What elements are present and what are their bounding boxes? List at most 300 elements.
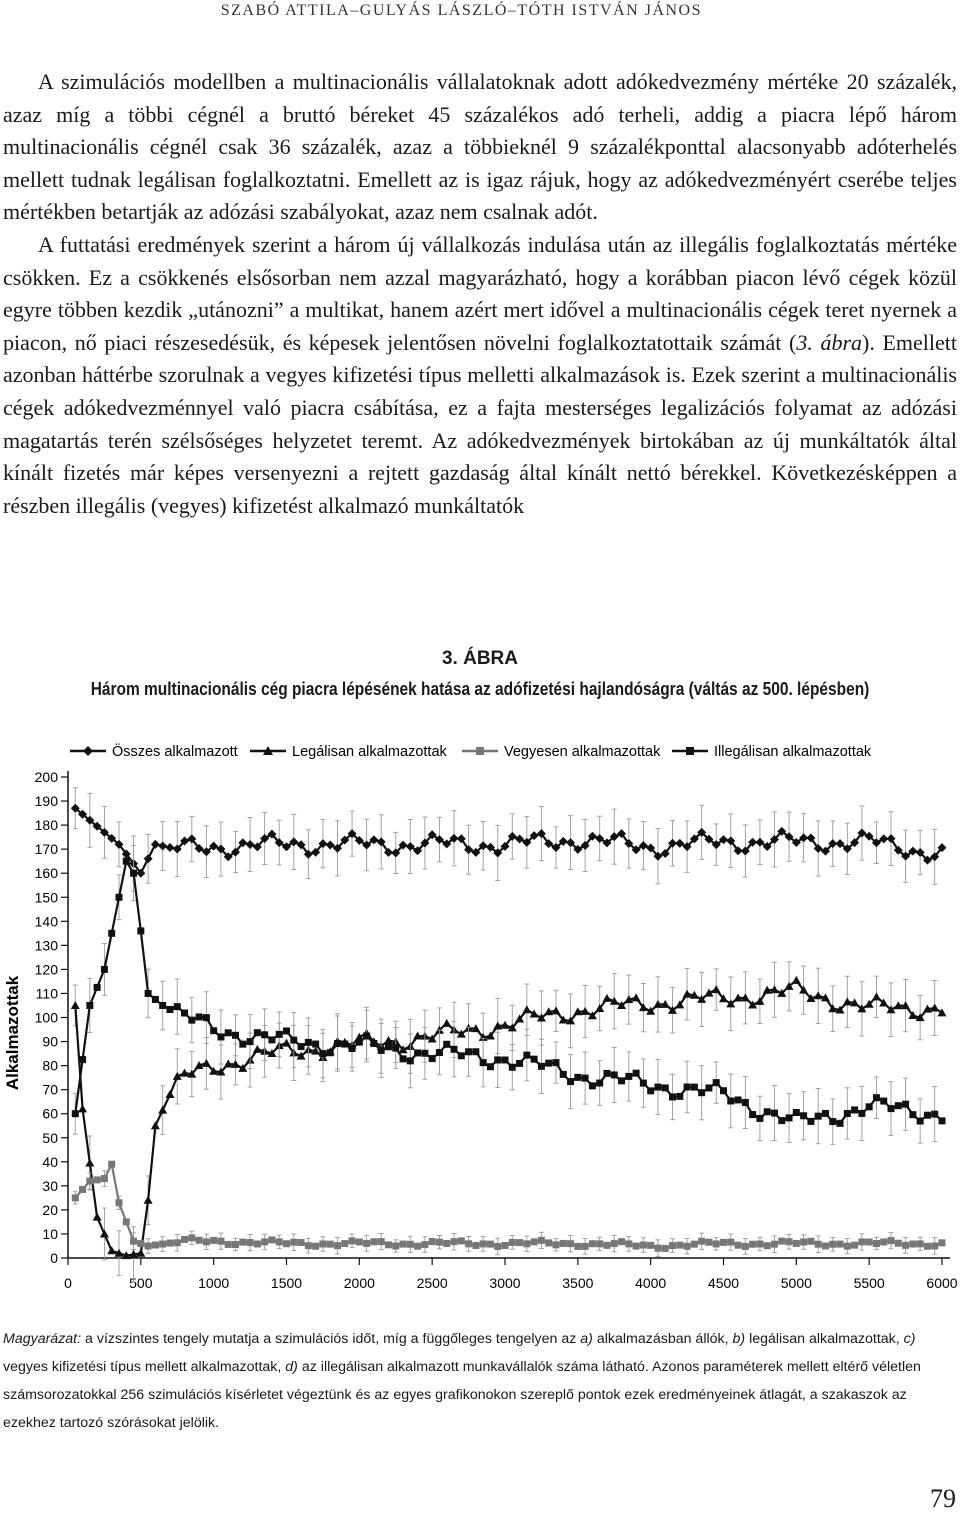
data-point xyxy=(327,1049,334,1056)
data-point xyxy=(137,927,144,934)
data-point xyxy=(560,1071,567,1078)
data-point xyxy=(939,1117,946,1124)
data-point xyxy=(261,1238,268,1245)
x-tick-label: 500 xyxy=(129,1275,153,1291)
x-tick-label: 4000 xyxy=(635,1275,667,1291)
data-point xyxy=(378,1238,385,1245)
data-point xyxy=(545,1239,552,1246)
data-point xyxy=(407,1241,414,1248)
x-tick-label: 0 xyxy=(64,1275,72,1291)
data-point xyxy=(78,1104,87,1112)
caption-text-4: vegyes kifizetési típus mellett alkalmazottak, xyxy=(3,1359,286,1375)
data-point xyxy=(509,1064,516,1071)
data-point xyxy=(800,1112,807,1119)
data-point xyxy=(552,1059,559,1066)
data-point xyxy=(698,1089,705,1096)
data-point xyxy=(181,1009,188,1016)
data-point xyxy=(793,1240,800,1247)
y-tick-label: 130 xyxy=(34,937,58,954)
data-point xyxy=(611,1240,618,1247)
data-point xyxy=(356,1039,363,1046)
data-point xyxy=(72,1110,79,1117)
data-point xyxy=(239,1041,246,1048)
data-point xyxy=(144,854,153,863)
data-point xyxy=(755,838,764,847)
data-point xyxy=(188,1017,195,1024)
data-point xyxy=(472,1048,479,1055)
data-point xyxy=(844,1243,851,1250)
data-point xyxy=(85,1159,94,1167)
data-point xyxy=(123,1218,130,1225)
data-point xyxy=(115,894,122,901)
x-tick-label: 1000 xyxy=(198,1275,230,1291)
data-point xyxy=(829,1118,836,1125)
data-point xyxy=(158,1106,167,1114)
data-point xyxy=(268,1236,275,1243)
data-point xyxy=(502,1057,509,1064)
figure-number: 3. ÁBRA xyxy=(441,648,518,669)
data-point xyxy=(822,1242,829,1249)
x-tick-label: 4500 xyxy=(707,1275,740,1291)
data-point xyxy=(625,1240,632,1247)
data-point xyxy=(225,1241,232,1248)
caption-marker-a: a) xyxy=(580,1331,593,1347)
data-point xyxy=(771,1241,778,1248)
y-tick-label: 100 xyxy=(34,1009,58,1026)
body-text xyxy=(3,66,957,522)
data-point xyxy=(792,976,801,984)
data-point xyxy=(639,841,648,850)
caption-marker-d: d) xyxy=(285,1359,298,1375)
data-point xyxy=(873,1094,880,1101)
data-point xyxy=(137,1240,144,1247)
data-point xyxy=(786,1238,793,1245)
data-point xyxy=(815,1241,822,1248)
data-point xyxy=(86,1178,93,1185)
data-point xyxy=(589,1082,596,1089)
data-point xyxy=(108,1161,115,1168)
data-point xyxy=(888,1105,895,1112)
data-point xyxy=(458,1237,465,1244)
data-point xyxy=(465,1048,472,1055)
data-point xyxy=(858,1110,865,1117)
data-point xyxy=(210,1237,217,1244)
data-point xyxy=(684,1083,691,1090)
data-point xyxy=(582,1243,589,1250)
data-point xyxy=(100,1229,109,1237)
data-point xyxy=(523,1052,530,1059)
data-point xyxy=(442,1019,451,1027)
data-point xyxy=(298,1239,305,1246)
data-point xyxy=(392,1045,399,1052)
data-point xyxy=(247,1038,254,1045)
y-tick-label: 20 xyxy=(42,1201,58,1218)
data-point xyxy=(151,840,160,849)
data-point xyxy=(596,1080,603,1087)
data-point xyxy=(873,1240,880,1247)
caption-marker-c: c) xyxy=(903,1331,916,1347)
data-point xyxy=(407,1057,414,1064)
data-point xyxy=(152,1242,159,1249)
caption-text-3: legálisan alkalmazottak, xyxy=(745,1331,904,1347)
data-point xyxy=(633,1070,640,1077)
data-point xyxy=(552,1241,559,1248)
data-point xyxy=(924,1243,931,1250)
series-line xyxy=(75,861,942,1123)
data-point xyxy=(406,842,415,851)
data-point xyxy=(290,1037,297,1044)
data-point xyxy=(429,1238,436,1245)
data-point xyxy=(290,1239,297,1246)
data-point xyxy=(400,1241,407,1248)
data-point xyxy=(151,1121,160,1129)
data-point xyxy=(778,1117,785,1124)
data-point xyxy=(538,1063,545,1070)
series-line xyxy=(75,1164,942,1248)
data-point xyxy=(531,1238,538,1245)
data-point xyxy=(202,1059,211,1067)
data-point xyxy=(909,1241,916,1248)
data-point xyxy=(902,1242,909,1249)
data-point xyxy=(807,1118,814,1125)
paragraph-1: A szimulációs modellben a multinacionális vállalatoknak adott adókedvezmény mértéke 20 százalék, azaz míg a többi cégnél a bruttó béreket 45 százalékos adó terheli, addig a piacra lépő három multinacionális cégnél csak 36 százalék, azaz a többieknél 9 százalékponttal alacsonyabb adóterhelés mellett tudnak legálisan foglalkoztatni. Emellett az is igaz rájuk, hogy az adókedvezményért cserébe teljes mértékben betartják az adózási szabályokat, azaz nem csalnak adót. xyxy=(3,69,957,225)
data-point xyxy=(341,1041,348,1048)
data-point xyxy=(451,1046,458,1053)
data-point xyxy=(115,1199,122,1206)
data-point xyxy=(363,1240,370,1247)
data-point xyxy=(837,1120,844,1127)
data-point xyxy=(917,1118,924,1125)
data-point xyxy=(720,1239,727,1246)
y-tick-label: 110 xyxy=(35,985,58,1002)
data-point xyxy=(829,1241,836,1248)
data-point xyxy=(522,1005,531,1013)
data-point xyxy=(574,1074,581,1081)
data-point xyxy=(94,984,101,991)
data-point xyxy=(851,1242,858,1249)
data-point xyxy=(166,1240,173,1247)
data-point xyxy=(392,1242,399,1249)
data-point xyxy=(735,1242,742,1249)
data-point xyxy=(654,1245,661,1252)
data-point xyxy=(502,1242,509,1249)
data-point xyxy=(713,1240,720,1247)
data-point xyxy=(807,1238,814,1245)
y-tick-label: 180 xyxy=(34,817,58,834)
data-point xyxy=(727,1239,734,1246)
data-point xyxy=(632,993,641,1001)
data-point xyxy=(872,992,881,1000)
data-point xyxy=(880,1238,887,1245)
data-point xyxy=(334,1242,341,1249)
data-point xyxy=(691,1241,698,1248)
data-point xyxy=(107,1246,116,1254)
data-point xyxy=(603,1242,610,1249)
data-point xyxy=(530,1009,539,1017)
data-point xyxy=(880,1098,887,1105)
data-point xyxy=(421,1050,428,1057)
y-tick-label: 60 xyxy=(42,1105,58,1122)
running-header-authors: SZABÓ ATTILA–GULYÁS LÁSZLÓ–TÓTH ISTVÁN JÁNOS xyxy=(220,2,702,19)
data-point xyxy=(276,1238,283,1245)
chart-legend xyxy=(70,742,872,760)
data-point xyxy=(217,1238,224,1245)
data-point xyxy=(858,1238,865,1245)
y-tick-label: 30 xyxy=(42,1177,58,1194)
y-tick-label: 70 xyxy=(42,1081,58,1098)
data-point xyxy=(866,1103,873,1110)
y-tick-label: 80 xyxy=(42,1057,58,1074)
data-point xyxy=(253,1045,262,1053)
data-point xyxy=(165,1090,174,1098)
data-point xyxy=(669,1242,676,1249)
data-point xyxy=(545,1060,552,1067)
data-point xyxy=(165,843,174,852)
data-point xyxy=(130,870,137,877)
data-point xyxy=(385,1043,392,1050)
data-point xyxy=(895,1102,902,1109)
data-point xyxy=(283,1240,290,1247)
y-tick-label: 200 xyxy=(34,769,58,785)
figure-title: Három multinacionális cég piacra lépésének hatása az adófizetési hajlandóságra (váltás az 500. lépésben) xyxy=(90,679,870,699)
data-point xyxy=(130,1238,137,1245)
caption-marker-b: b) xyxy=(732,1331,746,1347)
data-point xyxy=(203,1014,210,1021)
series-2 xyxy=(71,962,947,1282)
x-tick-label: 1500 xyxy=(270,1275,303,1291)
data-point xyxy=(662,1245,669,1252)
data-point xyxy=(676,1093,683,1100)
legend-label: Vegyesen alkalmazottak xyxy=(504,744,661,760)
data-point xyxy=(254,1029,261,1036)
y-tick-label: 40 xyxy=(42,1153,58,1170)
data-point xyxy=(602,994,611,1002)
data-point xyxy=(669,1093,676,1100)
data-point xyxy=(305,1039,312,1046)
data-point xyxy=(203,1238,210,1245)
caption-text-5: az illegálisan alkalmazott munkavállalók száma látható. Azonos paraméterek mellett eltérő véletlen számsorozatokkal 256 szimulációs kísérletet végeztünk és az egyes grafikonokon szereplő pontok ezek eredményeinek átlagát, a szakaszok az ezekhez tartozó szórásokat jelölik. xyxy=(3,1359,921,1431)
data-point xyxy=(93,1213,102,1221)
data-point xyxy=(764,1242,771,1249)
data-point xyxy=(145,1242,152,1249)
y-tick-label: 120 xyxy=(34,961,58,978)
data-point xyxy=(924,1112,931,1119)
data-point xyxy=(94,1176,101,1183)
x-tick-label: 2000 xyxy=(343,1275,375,1291)
data-point xyxy=(618,1238,625,1245)
data-point xyxy=(567,1078,574,1085)
data-point xyxy=(582,1075,589,1082)
y-tick-label: 190 xyxy=(34,793,58,810)
data-point xyxy=(363,1033,370,1040)
data-point xyxy=(844,1110,851,1117)
data-point xyxy=(276,1031,283,1038)
data-point xyxy=(647,1242,654,1249)
data-point xyxy=(516,1239,523,1246)
paragraph-2-part-1: A futtatási eredmények szerint a három új vállalkozás indulása után az illegális foglalkoztatás mértéke csökken. Ez a csökkenés elsősorban nem azzal magyarázható, hogy a korábban piacon lévő cégek közül egyre többen kezdik „utánozni” a multikat, hanem azért mert idővel a multinacionális cégek teret nyernek a piacon, nő piaci részesedésük, és képesek jelentősen növelni foglalkoztatottaik számát ( xyxy=(3,231,957,355)
data-point xyxy=(436,1049,443,1056)
legend-label: Illegálisan alkalmazottak xyxy=(714,744,872,760)
data-point xyxy=(618,1077,625,1084)
data-point xyxy=(749,1241,756,1248)
data-point xyxy=(196,1237,203,1244)
data-point xyxy=(158,841,167,850)
y-tick-label: 10 xyxy=(42,1225,58,1242)
data-point xyxy=(123,858,130,865)
data-point xyxy=(282,1039,291,1047)
data-point xyxy=(239,1239,246,1246)
data-point xyxy=(684,1243,691,1250)
data-point xyxy=(152,996,159,1003)
series-4 xyxy=(72,846,946,1145)
legend-label: Legálisan alkalmazottak xyxy=(292,744,447,760)
data-point xyxy=(837,1241,844,1248)
y-tick-label: 140 xyxy=(34,913,58,930)
legend-item-2 xyxy=(250,744,448,760)
data-point xyxy=(931,1242,938,1249)
data-point xyxy=(756,1115,763,1122)
data-point xyxy=(509,1239,516,1246)
data-point xyxy=(596,1240,603,1247)
chart-series xyxy=(71,788,947,1282)
data-point xyxy=(720,1087,727,1094)
figure-reference: 3. ábra xyxy=(796,329,863,355)
data-point xyxy=(312,1243,319,1250)
data-point xyxy=(822,1110,829,1117)
x-tick-label: 5000 xyxy=(780,1275,812,1291)
data-point xyxy=(917,1240,924,1247)
data-point xyxy=(866,1238,873,1245)
legend-item-1 xyxy=(70,742,238,760)
data-point xyxy=(494,1056,501,1063)
data-point xyxy=(654,1084,661,1091)
data-point xyxy=(246,840,255,849)
legend-marker xyxy=(83,746,93,756)
data-point xyxy=(145,990,152,997)
figure-caption xyxy=(3,1325,957,1437)
data-point xyxy=(370,1238,377,1245)
data-point xyxy=(814,991,823,999)
data-point xyxy=(713,1079,720,1086)
data-point xyxy=(487,1063,494,1070)
x-tick-label: 2500 xyxy=(416,1275,448,1291)
data-point xyxy=(712,985,721,993)
data-point xyxy=(735,1096,742,1103)
data-point xyxy=(640,1242,647,1249)
caption-text-1: a vízszintes tengely mutatja a szimulációs időt, míg a függőleges tengelyen az xyxy=(81,1331,581,1347)
data-point xyxy=(341,1240,348,1247)
paragraph-2 xyxy=(3,229,957,522)
data-point xyxy=(939,1239,946,1246)
data-point xyxy=(334,1040,341,1047)
data-point xyxy=(443,1240,450,1247)
data-point xyxy=(815,1113,822,1120)
data-point xyxy=(727,1097,734,1104)
data-point xyxy=(472,1242,479,1249)
data-point xyxy=(159,1241,166,1248)
data-point xyxy=(108,930,115,937)
x-tick-label: 6000 xyxy=(926,1275,958,1291)
data-point xyxy=(676,1242,683,1249)
data-point xyxy=(174,1003,181,1010)
data-point xyxy=(400,1055,407,1062)
data-point xyxy=(79,1186,86,1193)
data-point xyxy=(640,1080,647,1087)
data-point xyxy=(356,1238,363,1245)
data-point xyxy=(742,1243,749,1250)
data-point xyxy=(312,1041,319,1048)
series-1 xyxy=(71,788,947,891)
x-tick-label: 3500 xyxy=(562,1275,594,1291)
data-point xyxy=(705,1239,712,1246)
series-3 xyxy=(72,1161,946,1257)
data-point xyxy=(86,1002,93,1009)
data-point xyxy=(742,1099,749,1106)
data-point xyxy=(101,1175,108,1182)
data-point xyxy=(385,1241,392,1248)
y-tick-label: 150 xyxy=(34,889,58,906)
data-point xyxy=(305,1242,312,1249)
y-tick-label: 160 xyxy=(34,865,58,882)
data-point xyxy=(567,1240,574,1247)
data-point xyxy=(232,1241,239,1248)
data-point xyxy=(225,1029,232,1036)
data-point xyxy=(480,1240,487,1247)
data-point xyxy=(443,1041,450,1048)
page-number: 79 xyxy=(930,1484,956,1513)
data-point xyxy=(793,1109,800,1116)
data-point xyxy=(217,1033,224,1040)
data-point xyxy=(764,1108,771,1115)
data-point xyxy=(181,1236,188,1243)
data-point xyxy=(298,1043,305,1050)
data-point xyxy=(349,1237,356,1244)
data-point xyxy=(749,1111,756,1118)
data-point xyxy=(756,1241,763,1248)
running-header xyxy=(0,2,960,20)
data-point xyxy=(589,1240,596,1247)
data-point xyxy=(705,1084,712,1091)
y-axis-label: Alkalmazottak xyxy=(3,975,22,1091)
data-point xyxy=(349,1045,356,1052)
y-tick-label: 50 xyxy=(42,1129,58,1146)
data-point xyxy=(487,1241,494,1248)
y-tick-label: 90 xyxy=(42,1033,58,1050)
legend-item-3 xyxy=(462,744,661,760)
data-point xyxy=(327,1241,334,1248)
data-point xyxy=(79,1056,86,1063)
data-point xyxy=(538,1237,545,1244)
data-point xyxy=(319,1050,326,1057)
data-point xyxy=(931,1111,938,1118)
data-point xyxy=(421,1241,428,1248)
data-point xyxy=(319,1240,326,1247)
data-point xyxy=(370,1040,377,1047)
data-point xyxy=(633,1243,640,1250)
data-point xyxy=(698,1238,705,1245)
data-point xyxy=(71,1001,80,1009)
data-point xyxy=(261,1031,268,1038)
caption-lead: Magyarázat: xyxy=(3,1331,82,1347)
line-chart xyxy=(0,725,960,1315)
data-point xyxy=(691,1084,698,1091)
x-tick-label: 5500 xyxy=(853,1275,885,1291)
data-point xyxy=(895,1240,902,1247)
data-point xyxy=(159,1002,166,1009)
data-point xyxy=(196,1013,203,1020)
data-point xyxy=(778,1238,785,1245)
data-point xyxy=(611,1071,618,1078)
